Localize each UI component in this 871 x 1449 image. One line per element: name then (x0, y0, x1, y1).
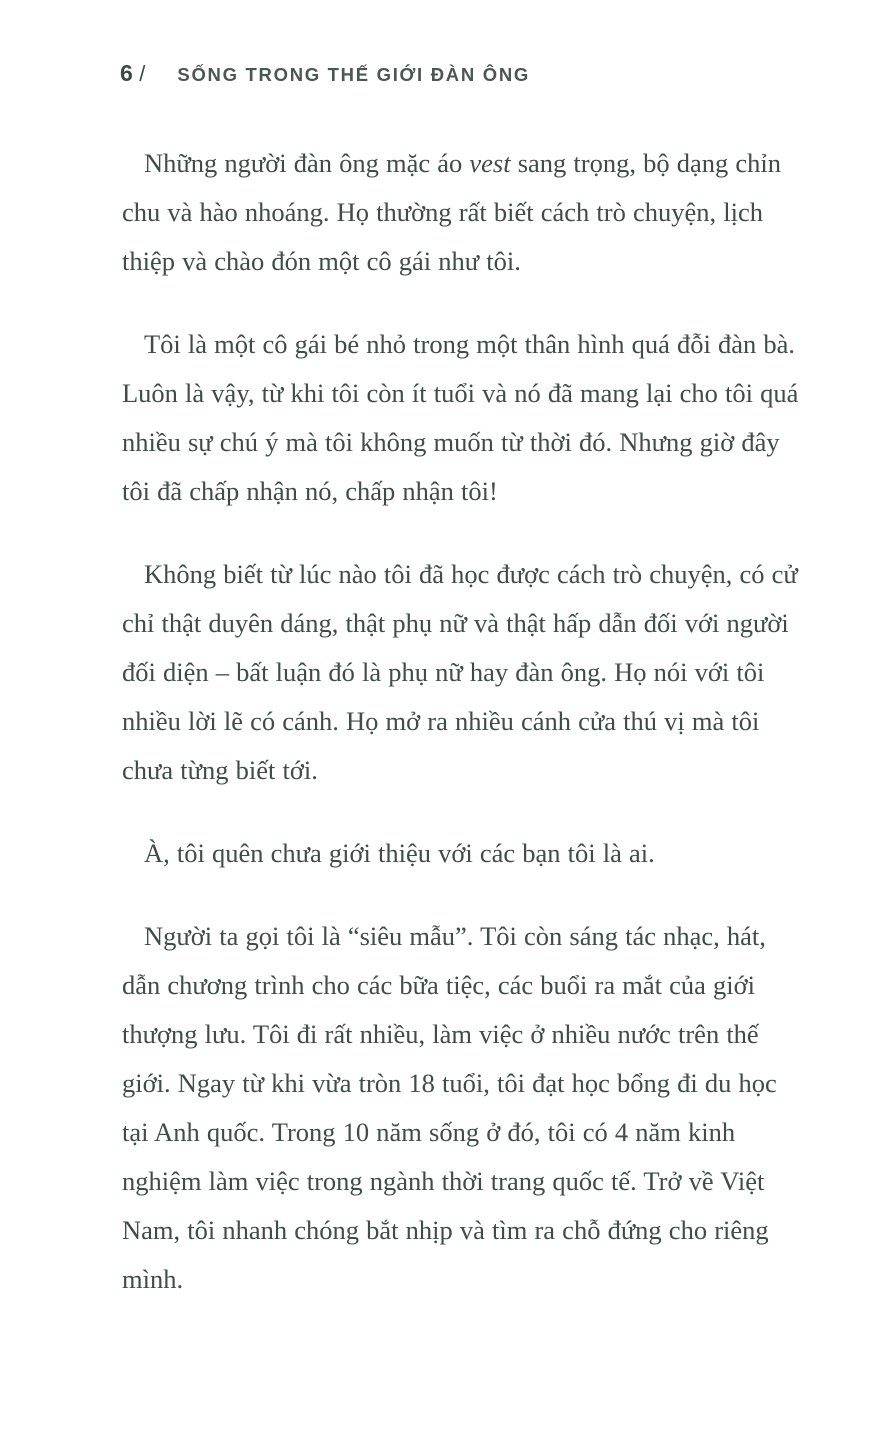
paragraph-1 (122, 139, 803, 286)
paragraph-2-text: Tôi là một cô gái bé nhỏ trong một thân hình quá đỗi đàn bà. Luôn là vậy, từ khi tôi còn ít tuổi và nó đã mang lại cho tôi quá nhiều sự chú ý mà tôi không muốn từ thời đó. Nhưng giờ đây tôi đã chấp nhận nó, chấp nhận tôi! (122, 329, 799, 506)
paragraph-5-text: Người ta gọi tôi là “siêu mẫu”. Tôi còn sáng tác nhạc, hát, dẫn chương trình cho các bữa tiệc, các buổi ra mắt của giới thượng lưu. Tôi đi rất nhiều, làm việc ở nhiều nước trên thế giới. Ngay từ khi vừa tròn 18 tuổi, tôi đạt học bổng đi du học tại Anh quốc. Trong 10 năm sống ở đó, tôi có 4 năm kinh nghiệm làm việc trong ngành thời trang quốc tế. Trở về Việt Nam, tôi nhanh chóng bắt nhịp và tìm ra chỗ đứng cho riêng mình. (122, 921, 777, 1294)
paragraph-2 (122, 320, 803, 516)
paragraph-3 (122, 550, 803, 795)
paragraph-1-part-a: Những người đàn ông mặc áo (144, 148, 470, 178)
paragraph-4 (122, 829, 803, 878)
chapter-title: SỐNG TRONG THẾ GIỚI ĐÀN ÔNG (177, 64, 530, 85)
paragraph-1-part-b: sang trọng, bộ dạng chỉn chu và hào nhoáng. Họ thường rất biết cách trò chuyện, lịch thiệp và chào đón một cô gái như tôi. (122, 148, 782, 276)
paragraph-1-italic-word: vest (469, 148, 511, 178)
body-text (60, 139, 811, 1304)
paragraph-3-text: Không biết từ lúc nào tôi đã học được cách trò chuyện, có cử chỉ thật duyên dáng, thật phụ nữ và thật hấp dẫn đối với người đối diện – bất luận đó là phụ nữ hay đàn ông. Họ nói với tôi nhiều lời lẽ có cánh. Họ mở ra nhiều cánh cửa thú vị mà tôi chưa từng biết tới. (122, 559, 798, 785)
paragraph-5 (122, 912, 803, 1304)
paragraph-4-text: À, tôi quên chưa giới thiệu với các bạn tôi là ai. (144, 838, 655, 868)
page-number: 6 (120, 60, 134, 86)
running-head (60, 60, 811, 87)
folio-separator: / (139, 61, 146, 86)
